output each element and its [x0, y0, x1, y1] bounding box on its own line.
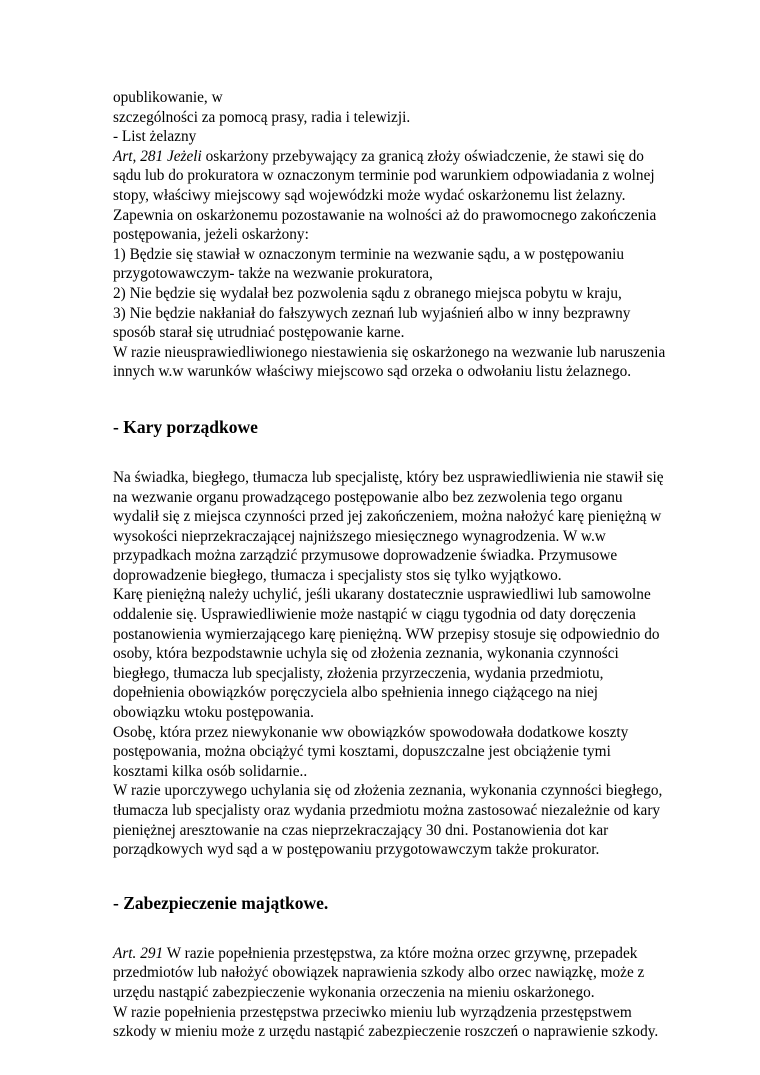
text-line: W razie popełnienia przestępstwa przeciwko mieniu lub wyrządzenia przestępstwem: [113, 1003, 632, 1021]
text-line: sposób starał się utrudniać postępowanie karne.: [113, 324, 405, 342]
text-line: W razie popełnienia przestępstwa, za które można orzec grzywnę, przepadek: [163, 944, 638, 962]
art-291-line: [113, 944, 673, 964]
text-line: stopy, właściwy miejscowy sąd wojewódzki może wydać oskarżonemu list żelazny.: [113, 186, 626, 204]
heading-zabezpieczenie-majatkowe: - Zabezpieczenie majątkowe.: [113, 892, 329, 913]
text-line: przedmiotów lub nałożyć obowiązek naprawienia szkody albo orzec nawiązkę, może z: [113, 964, 645, 982]
text-line: urzędu nastąpić zabezpieczenie wykonania orzeczenia na mieniu oskarżonego.: [113, 983, 595, 1001]
section-zabezpieczenie-majatkowe: [113, 944, 673, 1042]
heading-kary-porzadkowe: - Kary porządkowe: [113, 416, 258, 437]
text-line: Zapewnia on oskarżonemu pozostawanie na wolności aż do prawomocnego zakończenia: [113, 206, 657, 224]
text-line: oskarżony przebywający za granicą złoży oświadczenie, że stawi się do: [201, 147, 644, 165]
text-line: doprowadzenie biegłego, tłumacza i specjalisty stos się tylko wyjątkowo.: [113, 566, 562, 584]
art-281-lead: Art, 281 Jeżeli: [113, 147, 202, 165]
text-line: wysokości nieprzekraczającej najniższego miesięcznego wynagrodzenia. W w.w: [113, 527, 606, 545]
text-line: Osobę, która przez niewykonanie ww obowiązków spowodowała dodatkowe koszty: [113, 723, 629, 741]
text-line: szkody w mieniu może z urzędu nastąpić zabezpieczenie roszczeń o naprawienie szkody.: [113, 1023, 659, 1041]
text-line: pieniężnej aresztowanie na czas nieprzekraczający 30 dni. Postanowienia dot kar: [113, 821, 609, 839]
text-line: osoby, która bezpodstawnie uchyla się od złożenia zeznania, wykonania czynności: [113, 645, 619, 663]
section-kary-porzadkowe: [113, 468, 673, 860]
text-line: Karę pieniężną należy uchylić, jeśli ukarany dostatecznie usprawiedliwi lub samowolne: [113, 586, 651, 604]
text-line: 2) Nie będzie się wydalał bez pozwolenia sądu z obranego miejsca pobytu w kraju,: [113, 284, 622, 302]
document-page: [113, 88, 673, 1042]
text-line: wydalił się z miejsca czynności przed jej zakończeniem, można nałożyć karę pieniężną w: [113, 508, 662, 526]
text-line: postanowienia wymierzającego karę pieniężną. WW przepisy stosuje się odpowiednio do: [113, 625, 660, 643]
text-line: sądu lub do prokuratora w oznaczonym terminie pod warunkiem odpowiadania z wolnej: [113, 167, 655, 185]
text-line: na wezwanie organu prowadzącego postępowanie albo bez zezwolenia tego organu: [113, 488, 623, 506]
text-line: W razie uporczywego uchylania się od złożenia zeznania, wykonania czynności biegłego,: [113, 782, 663, 800]
text-line: porządkowych wyd sąd a w postępowaniu przygotowawczym także prokurator.: [113, 841, 600, 859]
text-line: innych w.w warunków właściwy miejscowo sąd orzeka o odwołaniu listu żelaznego.: [113, 363, 632, 381]
text-line: biegłego, tłumacza lub specjalisty, złożenia przyrzeczenia, wydania przedmiotu,: [113, 664, 604, 682]
text-line: przypadkach można zarządzić przymusowe doprowadzenie świadka. Przymusowe: [113, 547, 618, 565]
text-line: kosztami kilka osób solidarnie..: [113, 762, 308, 780]
text-line: 3) Nie będzie nakłaniał do fałszywych zeznań lub wyjaśnień albo w inny bezprawny: [113, 304, 631, 322]
text-line: postępowania, można obciążyć tymi kosztami, dopuszczalne jest obciążenie tymi: [113, 743, 611, 761]
text-line: - List żelazny: [113, 128, 197, 146]
text-line: opublikowanie, w: [113, 89, 223, 106]
text-line: postępowania, jeżeli oskarżony:: [113, 226, 309, 244]
text-line: W razie nieusprawiedliwionego niestawienia się oskarżonego na wezwanie lub naruszenia: [113, 343, 666, 361]
art-291-lead: Art. 291: [113, 944, 164, 962]
text-line: 1) Będzie się stawiał w oznaczonym terminie na wezwanie sądu, a w postępowaniu: [113, 245, 624, 263]
text-line: dopełnienia obowiązków poręczyciela albo spełnienia innego ciążącego na niej: [113, 684, 599, 702]
text-line: tłumacza lub specjalisty oraz wydania przedmiotu można zastosować niezależnie od kary: [113, 802, 661, 819]
art-281-line: [113, 147, 673, 167]
text-line: przygotowawczym- także na wezwanie prokuratora,: [113, 265, 433, 283]
text-line: szczególności za pomocą prasy, radia i telewizji.: [113, 108, 411, 126]
text-line: obowiązku wtoku postępowania.: [113, 704, 314, 722]
text-line: Na świadka, biegłego, tłumacza lub specjalistę, który bez usprawiedliwienia nie stawił się: [113, 468, 664, 486]
section-list-zelazny: [113, 88, 673, 382]
text-line: oddalenie się. Usprawiedliwienie może nastąpić w ciągu tygodnia od daty doręczenia: [113, 606, 636, 624]
